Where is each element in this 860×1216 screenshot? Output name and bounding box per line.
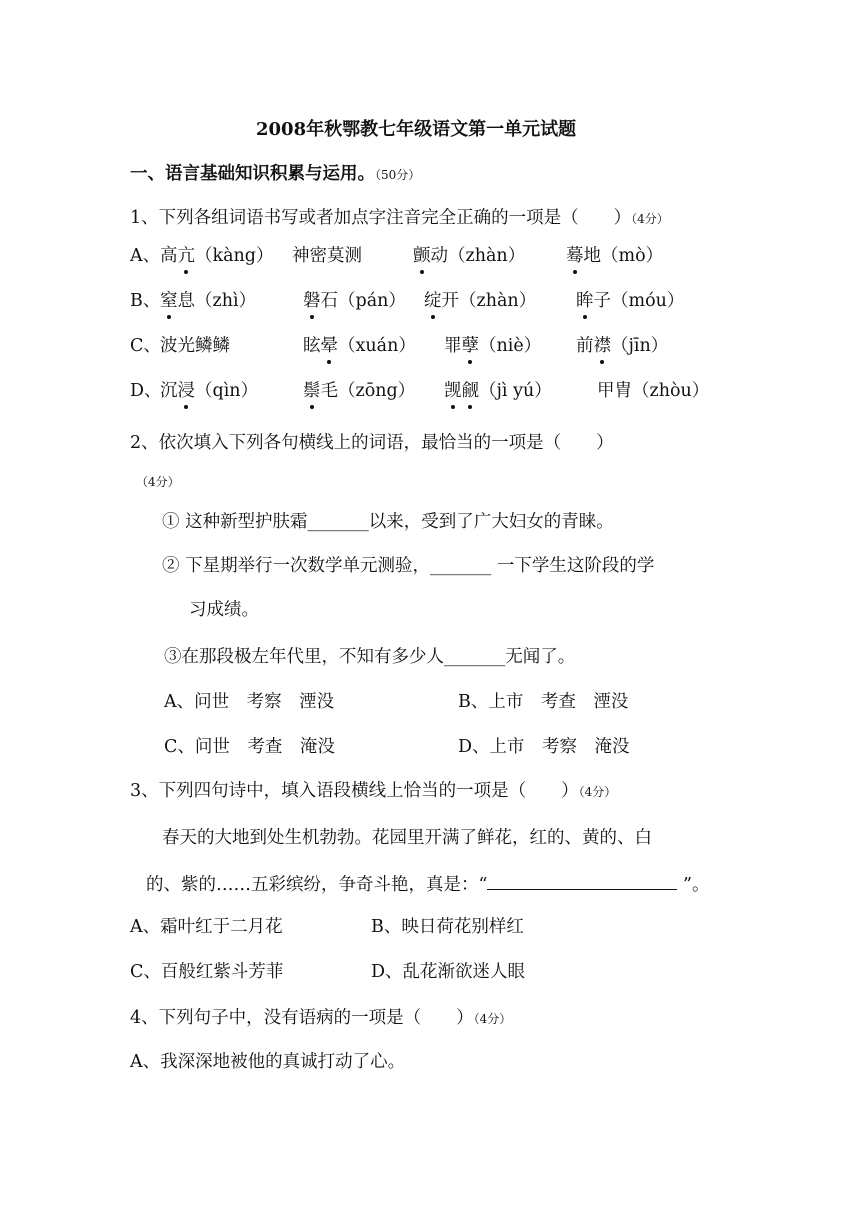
q1-d-col3-dotted-1: 觊 (444, 381, 462, 401)
q3-passage-2 (146, 871, 709, 897)
q3-passage-2-text: 的、紫的……五彩缤纷，争奇斗艳，真是：“ (146, 875, 488, 895)
q2-sentence-2-cont: 习成绩。 (189, 600, 259, 620)
q1-a-col1-char: 高 (160, 246, 178, 266)
question-1-text: 1、下列各组词语书写或者加点字注音完全正确的一项是（ ） (130, 208, 632, 228)
q3-passage-1: 春天的大地到处生机勃勃。花园里开满了鲜花，红的、黄的、白 (162, 828, 652, 848)
q1-a-label: A、 (130, 246, 161, 266)
q2-sentence-1: ① 这种新型护肤霜_______以来，受到了广大妇女的青睐。 (162, 512, 614, 532)
question-4-points: （4分） (473, 1012, 512, 1026)
q1-b-col1-dotted: 窒 (160, 291, 178, 311)
q1-b-col1-rest: 息（zhì） (177, 291, 257, 311)
question-1-points: （4分） (631, 212, 669, 226)
question-4-text: 4、下列句子中，没有语病的一项是（ ） (130, 1008, 474, 1028)
q1-d-col1-pinyin: （qìn） (195, 381, 259, 401)
q1-d-col1-char: 沉 (160, 381, 178, 401)
q1-b-col3-dotted: 绽 (424, 291, 442, 311)
q1-b-col4-dotted: 眸 (576, 291, 594, 311)
q3-passage-2-end: ”。 (677, 875, 710, 895)
q1-c-col4-pinyin: （jīn） (611, 336, 669, 356)
q1-c-col1: 波光鳞鳞 (160, 336, 230, 356)
section-heading-text: 一、语言基础知识积累与运用。 (130, 164, 375, 184)
q1-a-col1-dotted: 亢 (177, 246, 195, 266)
section-points: （50分） (375, 168, 421, 182)
q1-b-col2-rest: 石（pán） (320, 291, 406, 311)
q1-a-col3 (413, 244, 525, 268)
q1-a-col3-rest: 动（zhàn） (430, 246, 526, 266)
q1-d-col4: 甲胄（zhòu） (597, 381, 710, 401)
q1-d-col1-dotted: 浸 (177, 381, 195, 401)
q1-c-col4-dotted: 襟 (593, 336, 611, 356)
q1-c-col3 (444, 334, 541, 358)
q1-c-col2-pinyin: （xuán） (338, 336, 416, 356)
q1-b-col3 (424, 289, 536, 313)
page-title: 2008年秋鄂教七年级语文第一单元试题 (256, 119, 577, 140)
q1-d-col2 (303, 379, 415, 403)
q2-sentence-2: ② 下星期举行一次数学单元测验，_______ 一下学生这阶段的学 (162, 556, 655, 576)
q1-b-label: B、 (130, 291, 161, 311)
q1-d-label: D、 (130, 381, 162, 401)
question-3-points: （4分） (578, 785, 617, 799)
q1-c-col3-char: 罪 (444, 336, 462, 356)
question-4-stem (130, 1006, 511, 1031)
q1-b-col4 (576, 289, 684, 313)
q1-c-label: C、 (130, 336, 161, 356)
q1-c-col3-dotted: 孽 (461, 336, 479, 356)
q1-b-col1 (160, 289, 256, 313)
q3-answer-blank (487, 871, 677, 890)
q1-a-col1-pinyin: （kàng） (195, 246, 274, 266)
q1-c-col2-char: 眩 (303, 336, 321, 356)
q1-d-col2-dotted: 鬃 (303, 381, 321, 401)
q1-b-col3-rest: 开（zhàn） (441, 291, 537, 311)
q1-d-col3-pinyin: （jì yú） (479, 381, 552, 401)
q3-option-c: C、百般红紫斗芳菲 (130, 962, 284, 982)
q1-d-col3 (444, 379, 552, 403)
q3-option-d: D、乱花渐欲迷人眼 (371, 962, 526, 982)
q1-a-col1 (160, 244, 274, 268)
q3-option-a: A、霜叶红于二月花 (130, 917, 283, 937)
q2-option-b: B、上市 考查 湮没 (458, 692, 629, 712)
q1-d-col3-dotted-2: 觎 (461, 381, 479, 401)
question-3-stem (130, 779, 616, 804)
q1-a-col4 (566, 244, 663, 268)
q1-d-col2-rest: 毛（zōng） (320, 381, 416, 401)
q1-c-col3-pinyin: （niè） (479, 336, 542, 356)
q1-b-col2-dotted: 磐 (303, 291, 321, 311)
q1-c-col2-dotted: 晕 (320, 336, 338, 356)
question-3-text: 3、下列四句诗中，填入语段横线上恰当的一项是（ ） (130, 781, 579, 801)
q2-option-c: C、问世 考查 淹没 (164, 737, 335, 757)
question-2-stem: 2、依次填入下列各句横线上的词语，最恰当的一项是（ ） (130, 433, 614, 453)
q1-d-col1 (160, 379, 258, 403)
q1-a-col4-rest: 地（mò） (583, 246, 664, 266)
question-2-points: （4分） (136, 475, 180, 489)
question-1-stem (130, 206, 669, 231)
q1-c-col2 (303, 334, 416, 358)
q1-b-col4-rest: 子（móu） (593, 291, 685, 311)
q1-a-col2: 神密莫测 (292, 246, 362, 266)
q1-c-col4-char: 前 (576, 336, 594, 356)
q2-option-d: D、上市 考察 淹没 (458, 737, 630, 757)
section-heading (130, 162, 420, 187)
q1-a-col4-dotted: 蓦 (566, 246, 584, 266)
q1-c-col4 (576, 334, 668, 358)
q2-option-a: A、问世 考察 湮没 (164, 692, 335, 712)
q1-a-col3-dotted: 颤 (413, 246, 431, 266)
q1-b-col2 (303, 289, 406, 313)
q3-option-b: B、映日荷花别样红 (371, 917, 524, 937)
q2-sentence-3: ③在那段极左年代里，不知有多少人_______无闻了。 (164, 647, 576, 667)
q4-option-a: A、我深深地被他的真诚打动了心。 (130, 1052, 406, 1072)
